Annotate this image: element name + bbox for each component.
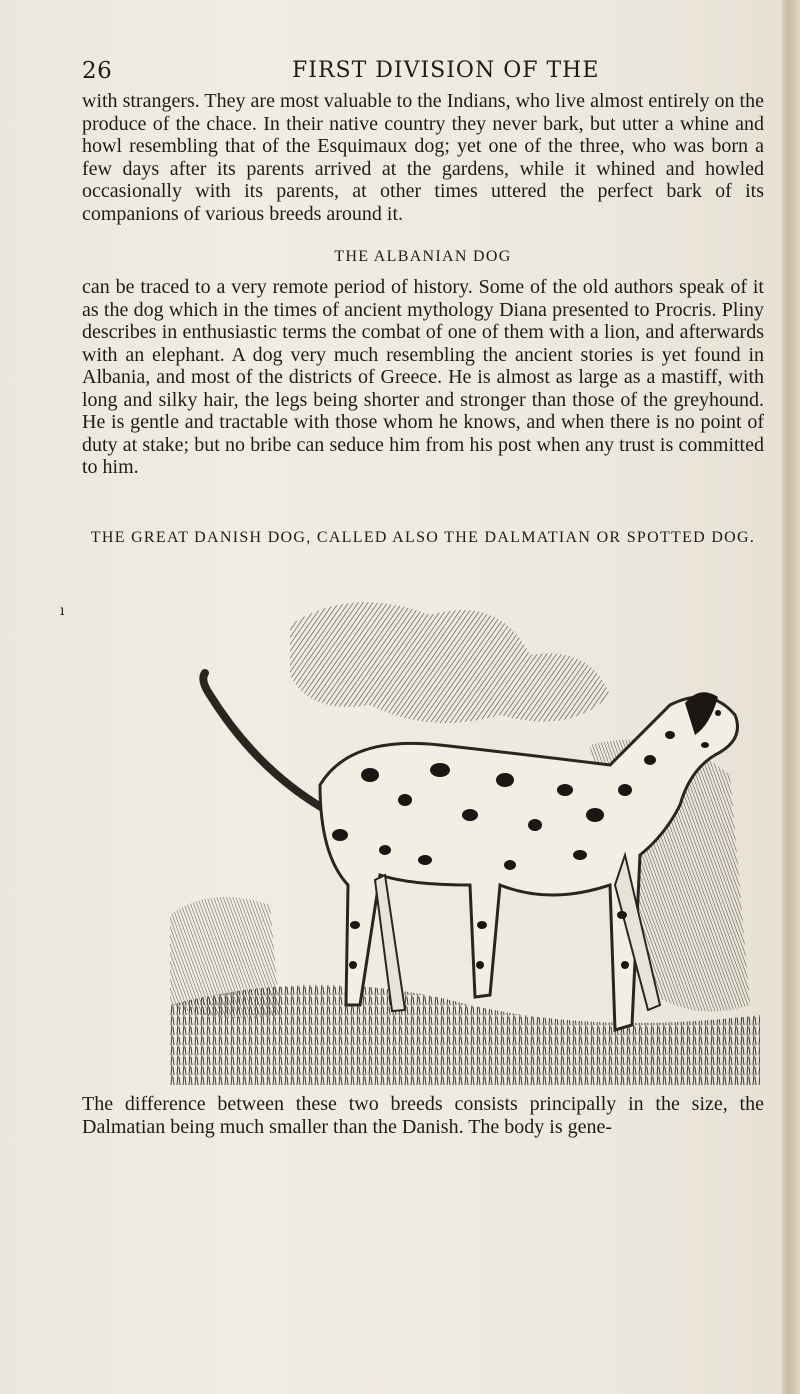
paragraph-strangers: with strangers. They are most valuable to the Indians, who live almost entirely on the produce of the chace. In their native country they never bark, but utter a whine and howl resembling that of the Esquimaux dog; yet one of the three, who was born a few days after its parents arrived at the gardens, while it whined and howled occasionally with its parents, at other times uttered the perfect bark of its companions of various breeds around it. (82, 90, 764, 225)
paragraph-albanian-dog: can be traced to a very remote period of history. Some of the old authors speak of it as the dog which in the times of ancient mythology Diana presented to Procris. Pliny describes in enthusiastic terms the combat of one of them with a lion, and afterwards with an elephant. A dog very much resembling the ancient stories is yet found in Albania, and most of the districts of Greece. He is almost as large as a mastiff, with long and silky hair, the legs being shorter and stronger than those of the greyhound. He is gentle and tractable with those whom he knows, and when there is no point of duty at stake; but no bribe can seduce him from his post when any trust is committed to him. (82, 276, 764, 478)
paragraph-difference-breeds: The difference between these two breeds consists principally in the size, the Dalmatian being much smaller than the Danish. The body is gene- (82, 1093, 764, 1138)
running-head: FIRST DIVISION OF THE (292, 58, 600, 83)
background-foliage (290, 602, 610, 723)
subheading-albanian-dog: THE ALBANIAN DOG (334, 248, 512, 265)
stray-ink-mark: ı (60, 603, 65, 619)
dalmatian-engraving (170, 585, 760, 1085)
page-number: 26 (82, 58, 113, 84)
subheading-great-danish-dog: THE GREAT DANISH DOG, CALLED ALSO THE DALMATIAN OR SPOTTED DOG. (90, 529, 756, 546)
page-edge-binding (782, 0, 800, 1394)
dog-eye (715, 710, 721, 716)
page-header (82, 58, 772, 86)
dog-illustration-svg (170, 585, 760, 1085)
